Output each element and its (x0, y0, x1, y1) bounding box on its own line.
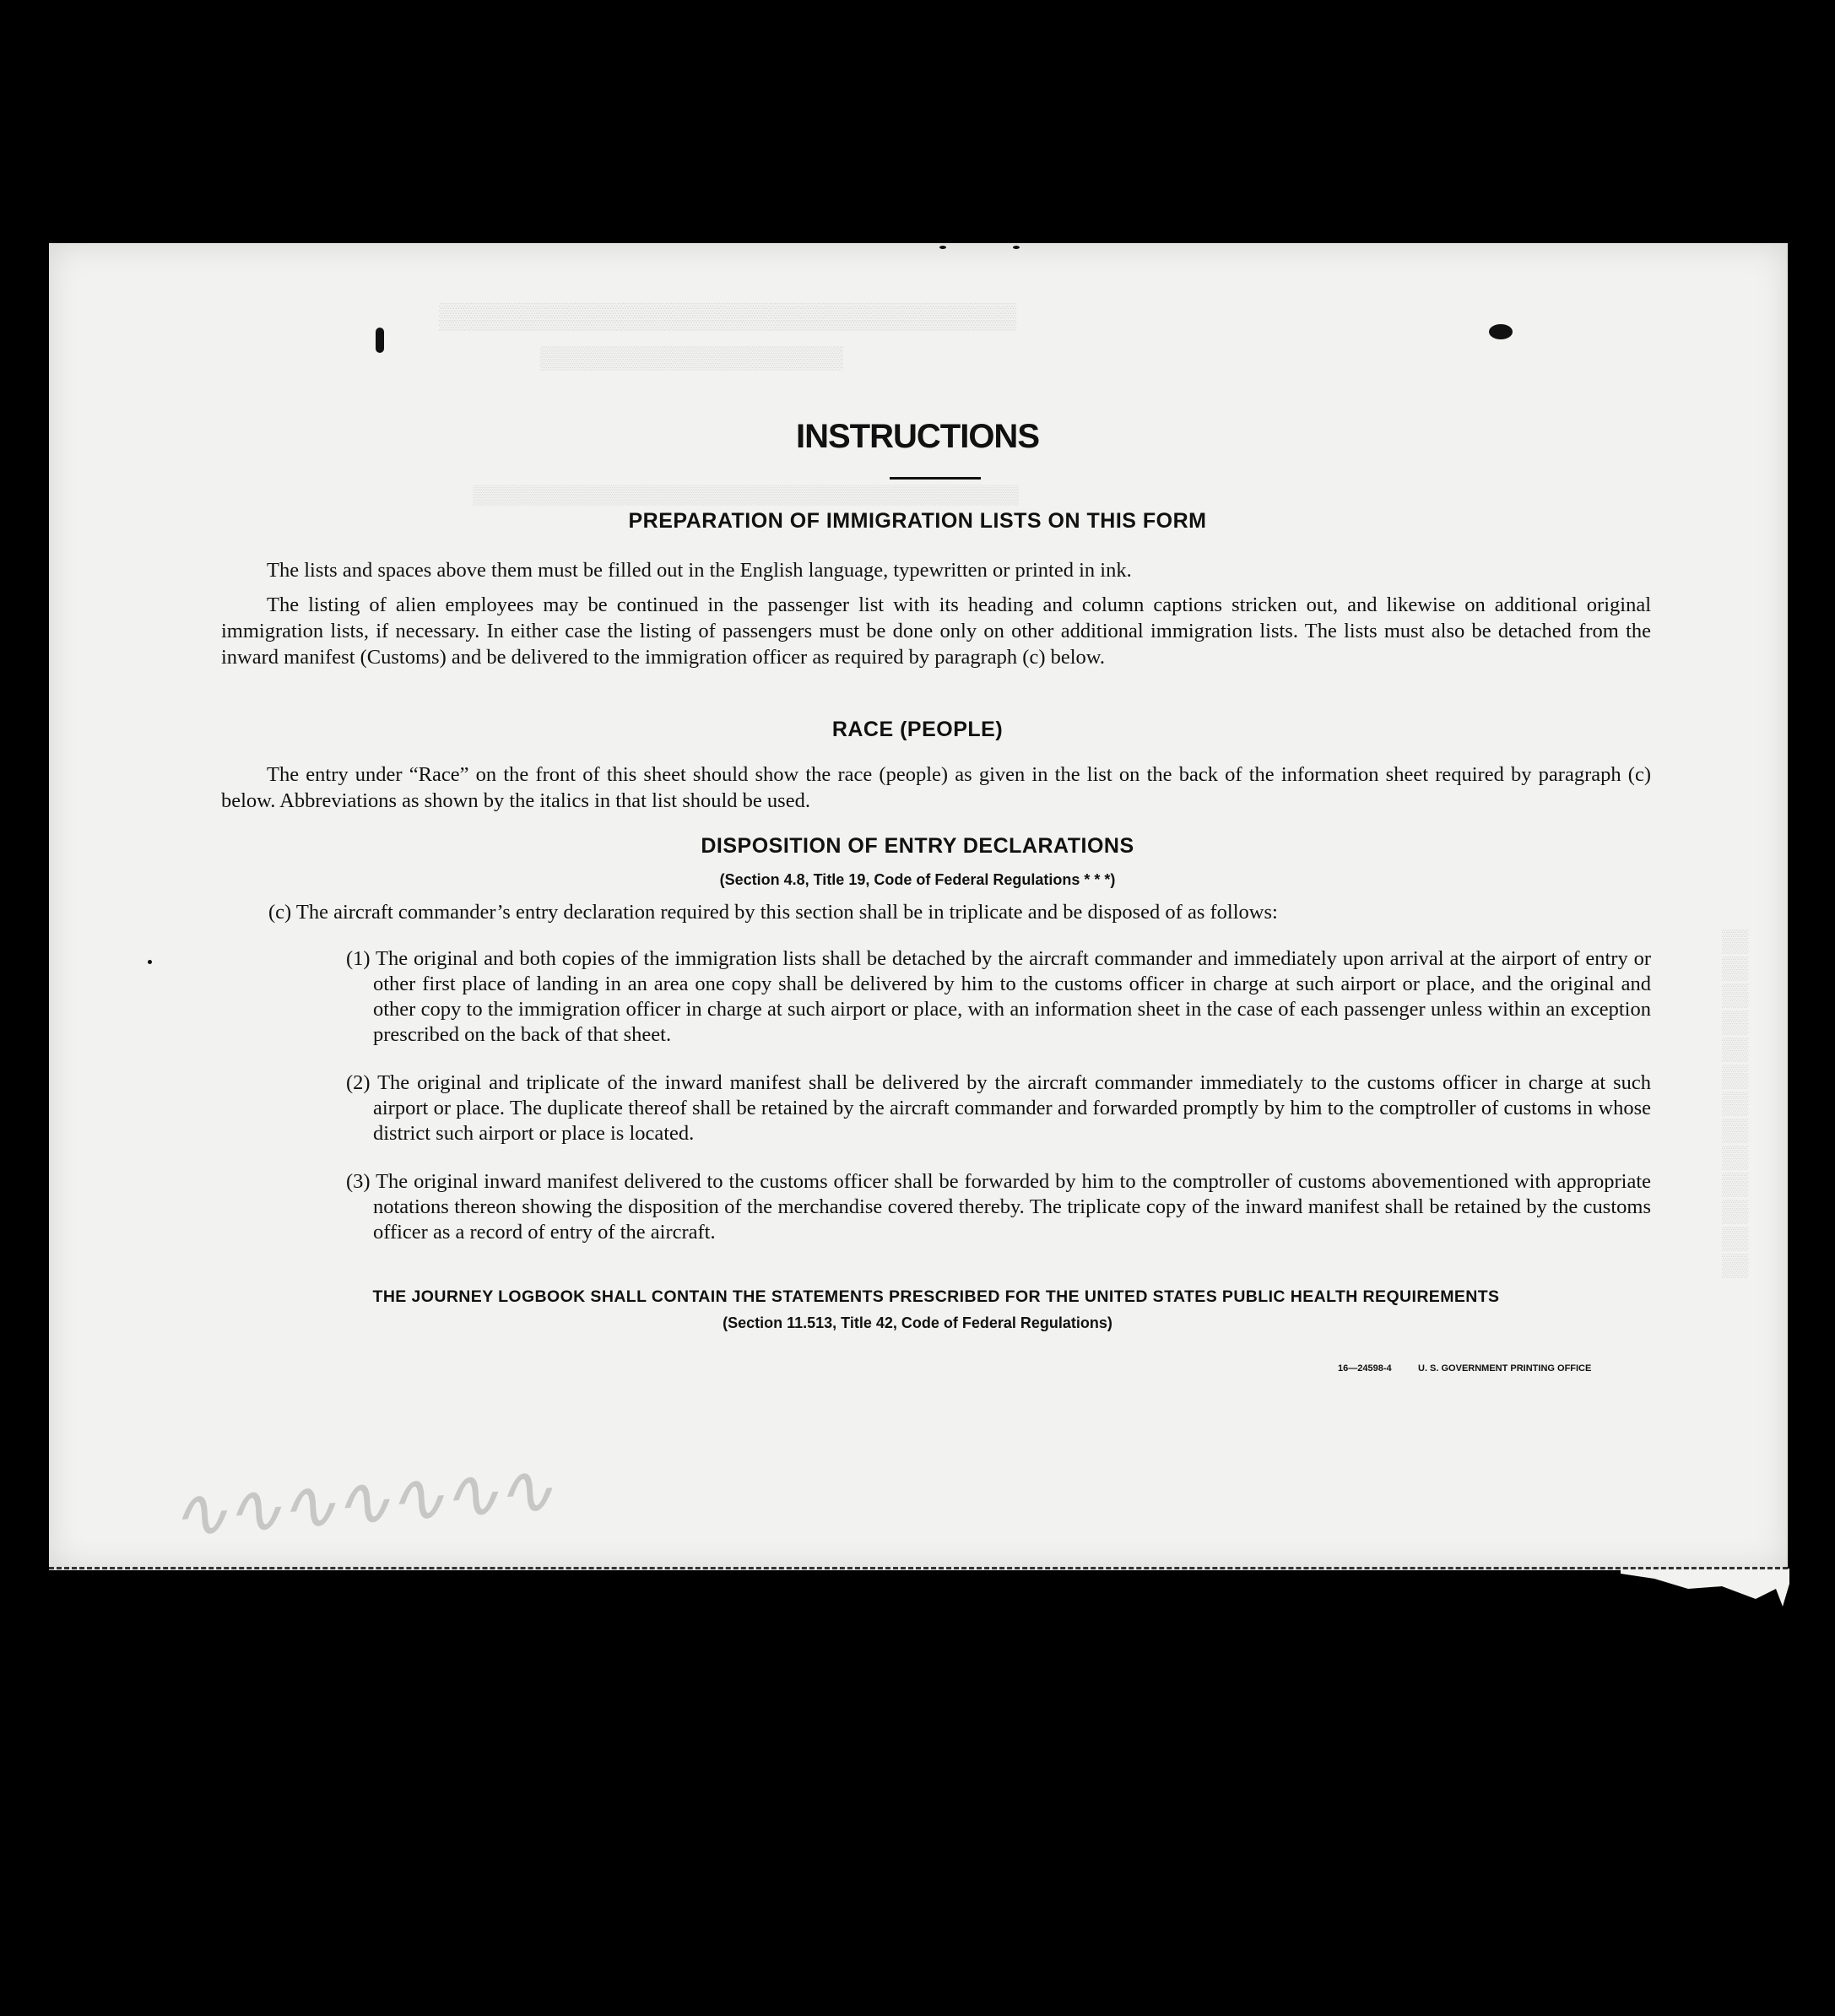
list-item-number: (3) (346, 1170, 371, 1193)
paragraph-text: The entry under “Race” on the front of this sheet should show the race (people) as given in the list on the back of the information sheet required by paragraph (c) below. Abbreviations as shown by the italics in that list should be used. (221, 763, 1651, 812)
paragraph-text: The lists and spaces above them must be filled out in the English language, typewritten or printed in ink. (267, 559, 1132, 582)
ink-speck (1013, 246, 1020, 249)
paragraph-race (221, 761, 1651, 814)
ink-speck (148, 960, 152, 964)
ink-speck (376, 328, 384, 353)
bleed-through-signature: ∿∿∿∿∿∿∿ (166, 1447, 552, 1557)
list-item (311, 1070, 1651, 1146)
ink-speck (939, 246, 946, 249)
health-requirements-statement: THE JOURNEY LOGBOOK SHALL CONTAIN THE STATEMENTS PRESCRIBED FOR THE UNITED STATES PUBLIC HEALTH REQUIREMENTS (372, 1287, 1500, 1306)
ink-speck (1489, 324, 1513, 339)
bleed-through-text: ▒▒▒▒▒▒▒▒▒▒▒▒▒▒▒▒▒▒▒▒▒▒▒▒▒▒▒▒▒▒▒▒▒▒▒▒▒▒▒▒▒▒▒▒▒▒▒▒▒ (473, 485, 1019, 507)
list-item-text: The original inward manifest delivered to the customs officer shall be forwarded by him to the comptroller of customs abovementioned with appropriate notations thereon showing the disposition of the merchandise covered thereby. The triplicate copy of the inward manifest shall be retained by the customs officer as a record of entry of the aircraft. (373, 1170, 1652, 1244)
list-item-number: (2) (346, 1071, 371, 1094)
section-heading-preparation: PREPARATION OF IMMIGRATION LISTS ON THIS FORM (628, 509, 1207, 533)
perforation-line (49, 1567, 1788, 1569)
paragraph-english-language (221, 557, 1651, 583)
page-title: INSTRUCTIONS (796, 418, 1039, 455)
paragraph-text: (c) The aircraft commander’s entry declaration required by this section shall be in triplicate and be disposed of as follows: (268, 901, 1278, 924)
bleed-through-text: ▒▒▒▒▒▒▒▒▒▒▒▒▒▒▒▒▒▒▒▒▒▒▒ (540, 346, 843, 371)
title-underline (890, 477, 981, 480)
section-heading-race: RACE (PEOPLE) (831, 718, 1004, 741)
bleed-through-text: ▒▒▒▒▒▒▒▒▒▒▒▒▒▒▒▒▒▒▒▒▒▒▒▒▒▒▒▒▒▒▒▒▒▒▒▒▒▒ (439, 304, 1017, 333)
list-item-text: The original and both copies of the immigration lists shall be detached by the aircraft commander and immediately upon arrival at the airport of entry or other first place of landing in an area one copy shall be delivered by him to the customs officer in charge at such airport or place, and the original and other copy to the immigration officer in charge at such airport or place, with an information sheet in the case of each passenger unless within an exception prescribed on the back of that sheet. (373, 947, 1651, 1046)
list-item (311, 946, 1651, 1048)
paragraph-text: The listing of alien employees may be continued in the passenger list with its heading and column captions stricken out, and likewise on additional original immigration lists, if necessary. In either case the listing of passengers must be done only on other additional immigration lists. The lists must also be detached from the inward manifest (Customs) and be delivered to the immigration officer as required by paragraph (c) below. (221, 593, 1651, 669)
section-heading-disposition: DISPOSITION OF ENTRY DECLARATIONS (701, 834, 1134, 858)
printer-imprint: U. S. GOVERNMENT PRINTING OFFICE (1418, 1363, 1592, 1374)
list-item-text: The original and triplicate of the inward manifest shall be delivered by the aircraft commander immediately to the customs officer in charge at such airport or place. The duplicate thereof shall be retained by the aircraft commander and forwarded promptly by him to the comptroller of customs in whose district such airport or place is located. (373, 1071, 1651, 1145)
section-citation: (Section 4.8, Title 19, Code of Federal Regulations * * *) (719, 871, 1116, 888)
list-item-number: (1) (346, 947, 371, 970)
paragraph-alien-employees (221, 592, 1651, 670)
list-item (311, 1169, 1651, 1245)
torn-edge (1621, 1569, 1789, 1619)
bleed-through-text: ▒▒ ▒▒ ▒▒ ▒▒ ▒▒ ▒▒ ▒▒ ▒▒ ▒▒ ▒▒ ▒▒ ▒▒ ▒▒ (1722, 929, 1749, 1279)
health-requirements-citation: (Section 11.513, Title 42, Code of Federal Regulations) (723, 1314, 1112, 1331)
print-code: 16—24598-4 (1338, 1363, 1392, 1374)
paragraph-intro-c (268, 899, 1653, 925)
